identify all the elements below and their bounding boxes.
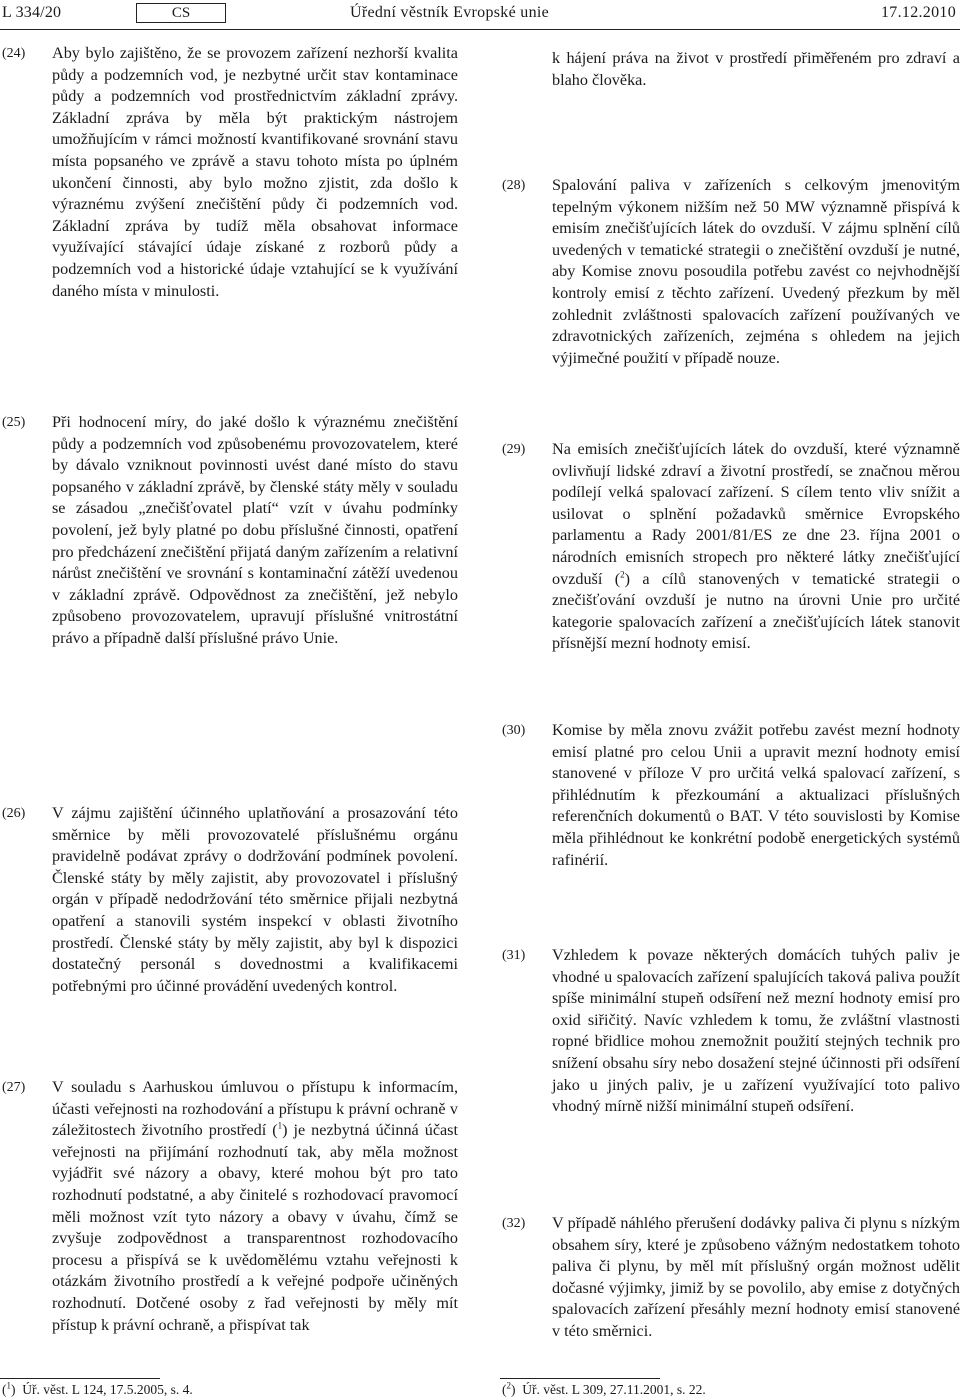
footnote-1: ($^1$) Úř. věst. L 124, 17.5.2005, s. 4. — [2, 1380, 193, 1397]
footnote-2: ($^2$) Úř. věst. L 309, 27.11.2001, s. 22. — [502, 1380, 706, 1397]
recital-number: (32) — [502, 1216, 526, 1231]
recital-text — [552, 439, 960, 655]
footnote-rule — [0, 1378, 160, 1379]
recital-number: (29) — [502, 442, 526, 457]
recital-text-part: ) je nezbytná účinná účast veřejnosti na přijímání rozhodnutí tak, aby měla možnost vyjádřit své názory a obavy, které mohou být pro tato rozhodnutí podstatné, a aby činitelé s rozhodovací pravomocí měli možnost vzít tyto názory a obavy v úvahu, čímž se zvyšuje zodpovědnost a transparentnost rozhodovacího procesu a přispívá se k uvědomělému vztahu veřejnosti k otázkám životního prostředí a k veřejné podpoře učiněných rozhodnutí. Dotčené osoby z řad veřejnosti by měly mít přístup k právní ochraně, a přispívat tak — [52, 1121, 458, 1334]
recital-text-part: V souladu s Aarhuskou úmluvou o přístupu k informacím, účasti veřejnosti na rozhodování a přístupu k právní ochraně v záležitostech životního prostředí ( — [52, 1078, 458, 1140]
recital-text-part: Na emisích znečišťujících látek do ovzduší, které významně ovlivňují lidské zdraví a životní prostředí, se značnou měrou podílejí velká spalovací zařízení. S cílem tento vliv snížit a usilovat o splnění požadavků směrnice Evropského parlamentu a Rady 2001/81/ES ze dne 23. října 2001 o národních emisních stropech pro některé látky znečišťující ovzduší ( — [552, 440, 960, 588]
recital-text: Komise by měla znovu zvážit potřebu zavést mezní hodnoty emisí platné pro celou Unii a upravit mezní hodnoty emisí stanovené v příloze V pro určitá velká spalovací zařízení, s přihlédnutím k přezkoumání a aktualizaci příslušných referenčních dokumentů o BAT. V této souvislosti by Komise měla přihlédnout ke konkrétní podobě energetických systémů rafinérií. — [552, 721, 960, 869]
recital-number: (25) — [2, 415, 26, 430]
recital-text-part: ) a cílů stanovených v tematické strategii o znečišťování ovzduší je nutno na úrovni Unie pro určité kategorie spalovacích zařízení a znečišťujících látek stanovit přísnější mezní hodnoty emisí. — [552, 569, 960, 653]
language-badge: CS — [136, 3, 226, 23]
recital-number: (28) — [502, 178, 526, 193]
footnote-rule — [500, 1378, 660, 1379]
footnote-ref: 1 — [277, 1120, 283, 1131]
recital-number: (31) — [502, 948, 526, 963]
footnote-text: Úř. věst. L 309, 27.11.2001, s. 22. — [522, 1382, 706, 1397]
recital-number: (27) — [2, 1080, 26, 1095]
recital-number: (26) — [2, 806, 26, 821]
recital-text: V případě náhlého přerušení dodávky paliva či plynu s nízkým obsahem síry, které je způsobeno vážným nedostatkem tohoto paliva či plynu, by měl mít příslušný orgán možnost udělit dočasné výjimky, jimiž by se povolilo, aby emise z dotyčných spalovacích zařízení přesáhly mezní hodnoty emisí stanovené v této směrnici. — [552, 1214, 960, 1340]
recital-number: (30) — [502, 723, 526, 738]
issue-date: 17.12.2010 — [881, 4, 956, 21]
recital-text — [52, 1077, 458, 1336]
recital-text: k hájení práva na život v prostředí přiměřeném pro zdraví a blaho člověka. — [552, 49, 960, 89]
recital-text: Při hodnocení míry, do jaké došlo k výraznému znečištění půdy a podzemních vod způsobenému provozovatelem, které by dávalo vzniknout povinnosti uvést dané místo do stavu popsaného v základní zprávě, by členské státy měly v souladu se zásadou „znečišťovatel platí“ vzít v úvahu podmínky povolení, jež byly platné po dobu příslušné činnosti, opatření pro předcházení znečištění přijatá daným zařízením a relativní nárůst znečištění ve srovnání s kontaminační zátěží uvedenou v základní zprávě. Odpovědnost za znečištění, jež nebylo způsobeno provozovatelem, upravují příslušné vnitrostátní právo a případně další příslušné právo Unie. — [52, 413, 458, 647]
page-reference: L 334/20 — [2, 4, 62, 21]
journal-title: Úřední věstník Evropské unie — [350, 4, 550, 21]
footnote-text: Úř. věst. L 124, 17.5.2005, s. 4. — [22, 1382, 193, 1397]
recital-text: Spalování paliva v zařízeních s celkovým jmenovitým tepelným výkonem nižším než 50 MW významně přispívá k emisím znečišťujících látek do ovzduší. V zájmu splnění cílů uvedených v tematické strategii o znečištění ovzduší je nutné, aby Komise znovu posoudila potřebu zavést co nejvhodnější kontroly emisí z těchto zařízení. Uvedený přezkum by měl zohlednit zvláštnosti spalovacích zařízení používaných ve zdravotnických zařízeních, zejména s ohledem na jejich výjimečné použití v případě nouze. — [552, 176, 960, 367]
footnote-ref: 2 — [620, 569, 625, 580]
recital-number: (24) — [2, 46, 26, 61]
recital-text: Vzhledem k povaze některých domácích tuhých paliv je vhodné u spalovacích zařízení spalujících taková paliva použít spíše minimální stupeň odsíření než mezní hodnoty emisí pro oxid siřičitý. Navíc vzhledem k tomu, že zvláštní vlastnosti ropné břidlice mohou znemožnit použití stejných technik pro snížení obsahu síry nebo dosažení stejné účinnosti při odsíření jako u jiných paliv, je u zařízení využívající toto palivo vhodný mírně nižší minimální stupeň odsíření. — [552, 946, 960, 1116]
recital-text: V zájmu zajištění účinného uplatňování a prosazování této směrnice by měli provozovatelé příslušnému orgánu pravidelně podávat zprávy o dodržování podmínek povolení. Členské státy by měly zajistit, aby provozovatel i příslušný orgán v případě nedodržování této směrnice přijali nezbytná opatření a stanovili systém inspekcí v oblasti životního prostředí. Členské státy by měly zajistit, aby byl k dispozici dostatečný personál s dovednostmi a kvalifikacemi potřebnými pro účinné provádění uvedených kontrol. — [52, 804, 458, 995]
recital-text: Aby bylo zajištěno, že se provozem zařízení nezhorší kvalita půdy a podzemních vod, je nezbytné určit stav kontaminace půdy a podzemních vod prostřednictvím základní zprávy. Základní zpráva by měla být praktickým nástrojem umožňujícím v rámci možností kvantifikované srovnání stavu místa popsaného ve zprávě a stavu tohoto místa po úplném ukončení činnosti, aby bylo možno zjistit, zda došlo k výraznému zvýšení znečištění půdy či podzemních vod. Základní zpráva by tudíž měla obsahovat informace využívající stávající údaje získané z rozborů půdy a podzemních vod a historické údaje vztahující se k využívání daného místa v minulosti. — [52, 44, 458, 300]
footnote-mark: 1 — [6, 1380, 11, 1391]
page-header — [0, 0, 960, 30]
header-rule — [0, 29, 960, 30]
footnote-mark: 2 — [506, 1380, 511, 1391]
